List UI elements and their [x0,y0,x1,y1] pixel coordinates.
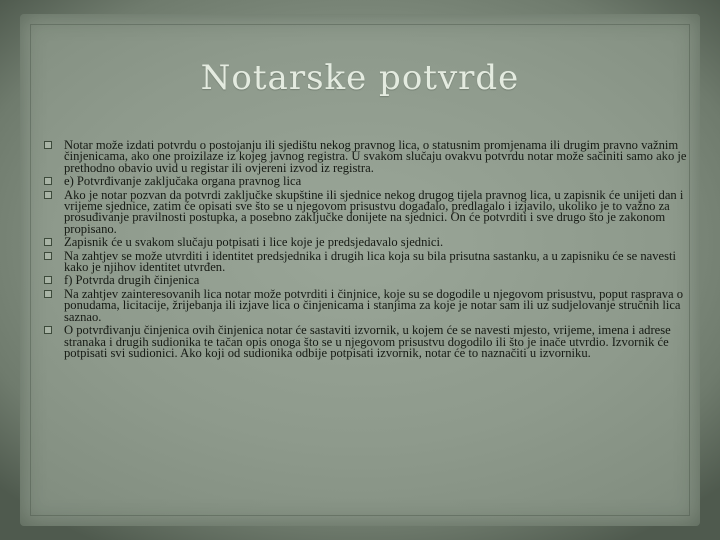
list-item-text: Notar može izdati potvrdu o postojanju ili sjedištu nekog pravnog lica, o statusnim promjenama ili drugim pravno važnim činjenicama, ako one proizilaze iz kojeg javnog registra. U svakom slučaju ovakvu potvrdu notar može sačiniti samo ako je prethodno obavio uvid u registar ili ovjereni izvod iz registra. [64,138,687,175]
list-item-text: Ako je notar pozvan da potvrdi zaključke skupštine ili sjednice nekog drugog tijela pravnog lica, u zapisnik će unijeti dan i vrijeme sjednice, zatim će opisati sve što se u njegovom prisustvu događalo, predlagalo i izjavilo, ukoliko je to važno za prosuđivanje pravilnosti postupka, a posebno zaključke donijete na sjednici. On će potvrditi i sve drugo što je zakonom propisano. [64,187,684,236]
list-item [44,248,700,275]
list-item-text: Na zahtjev se može utvrditi i identitet predsjednika i drugih lica koja su bila prisutna sastanku, a u zapisniku će se navesti kako je njihov identitet utvrđen. [64,248,677,275]
list-item-text: Zapisnik će u svakom slučaju potpisati i lice koje je predsjedavalo sjednici. [64,235,444,250]
list-item-text: f) Potvrda drugih činjenica [64,273,200,288]
list-item [44,325,700,359]
list-item [44,176,700,187]
bullet-square-icon [44,290,52,298]
bullet-square-icon [44,252,52,260]
list-item [44,286,700,324]
bullet-square-icon [44,238,52,246]
list-item [44,237,700,248]
list-item-text: e) Potvrđivanje zaključaka organa pravnog lica [64,174,302,189]
list-item [44,275,700,286]
list-item-text: Na zahtjev zainteresovanih lica notar može potvrditi i činjnice, koje su se dogodile u njegovom prisustvu, poput rasprava o ponudama, licitacije, žrijebanja ili izjave lica o činjenicama i stanjima za koje je notar sam ili uz sudjelovanje stručnih lica saznao. [64,286,684,324]
slide-title: Notarske potvrde [200,58,520,98]
list-item [44,140,700,174]
bullet-square-icon [44,141,52,149]
bullet-square-icon [44,191,52,199]
list-item-text: O potvrđivanju činjenica ovih činjenica notar će sastaviti izvornik, u kojem će se navesti mjesto, vrijeme, imena i adrese stranaka i drugih sudionika te tačan opis onoga što se u njegovom prisustvu dogodilo ili što je inače utvrdio. Izvornik će potpisati svi sudionici. Ako koji od sudionika odbije potpisati izvornik, notar će to naznačiti u izvorniku. [64,323,671,360]
bullet-square-icon [44,177,52,185]
bullet-list [44,140,700,361]
bullet-square-icon [44,326,52,334]
list-item [44,187,700,236]
bullet-square-icon [44,276,52,284]
